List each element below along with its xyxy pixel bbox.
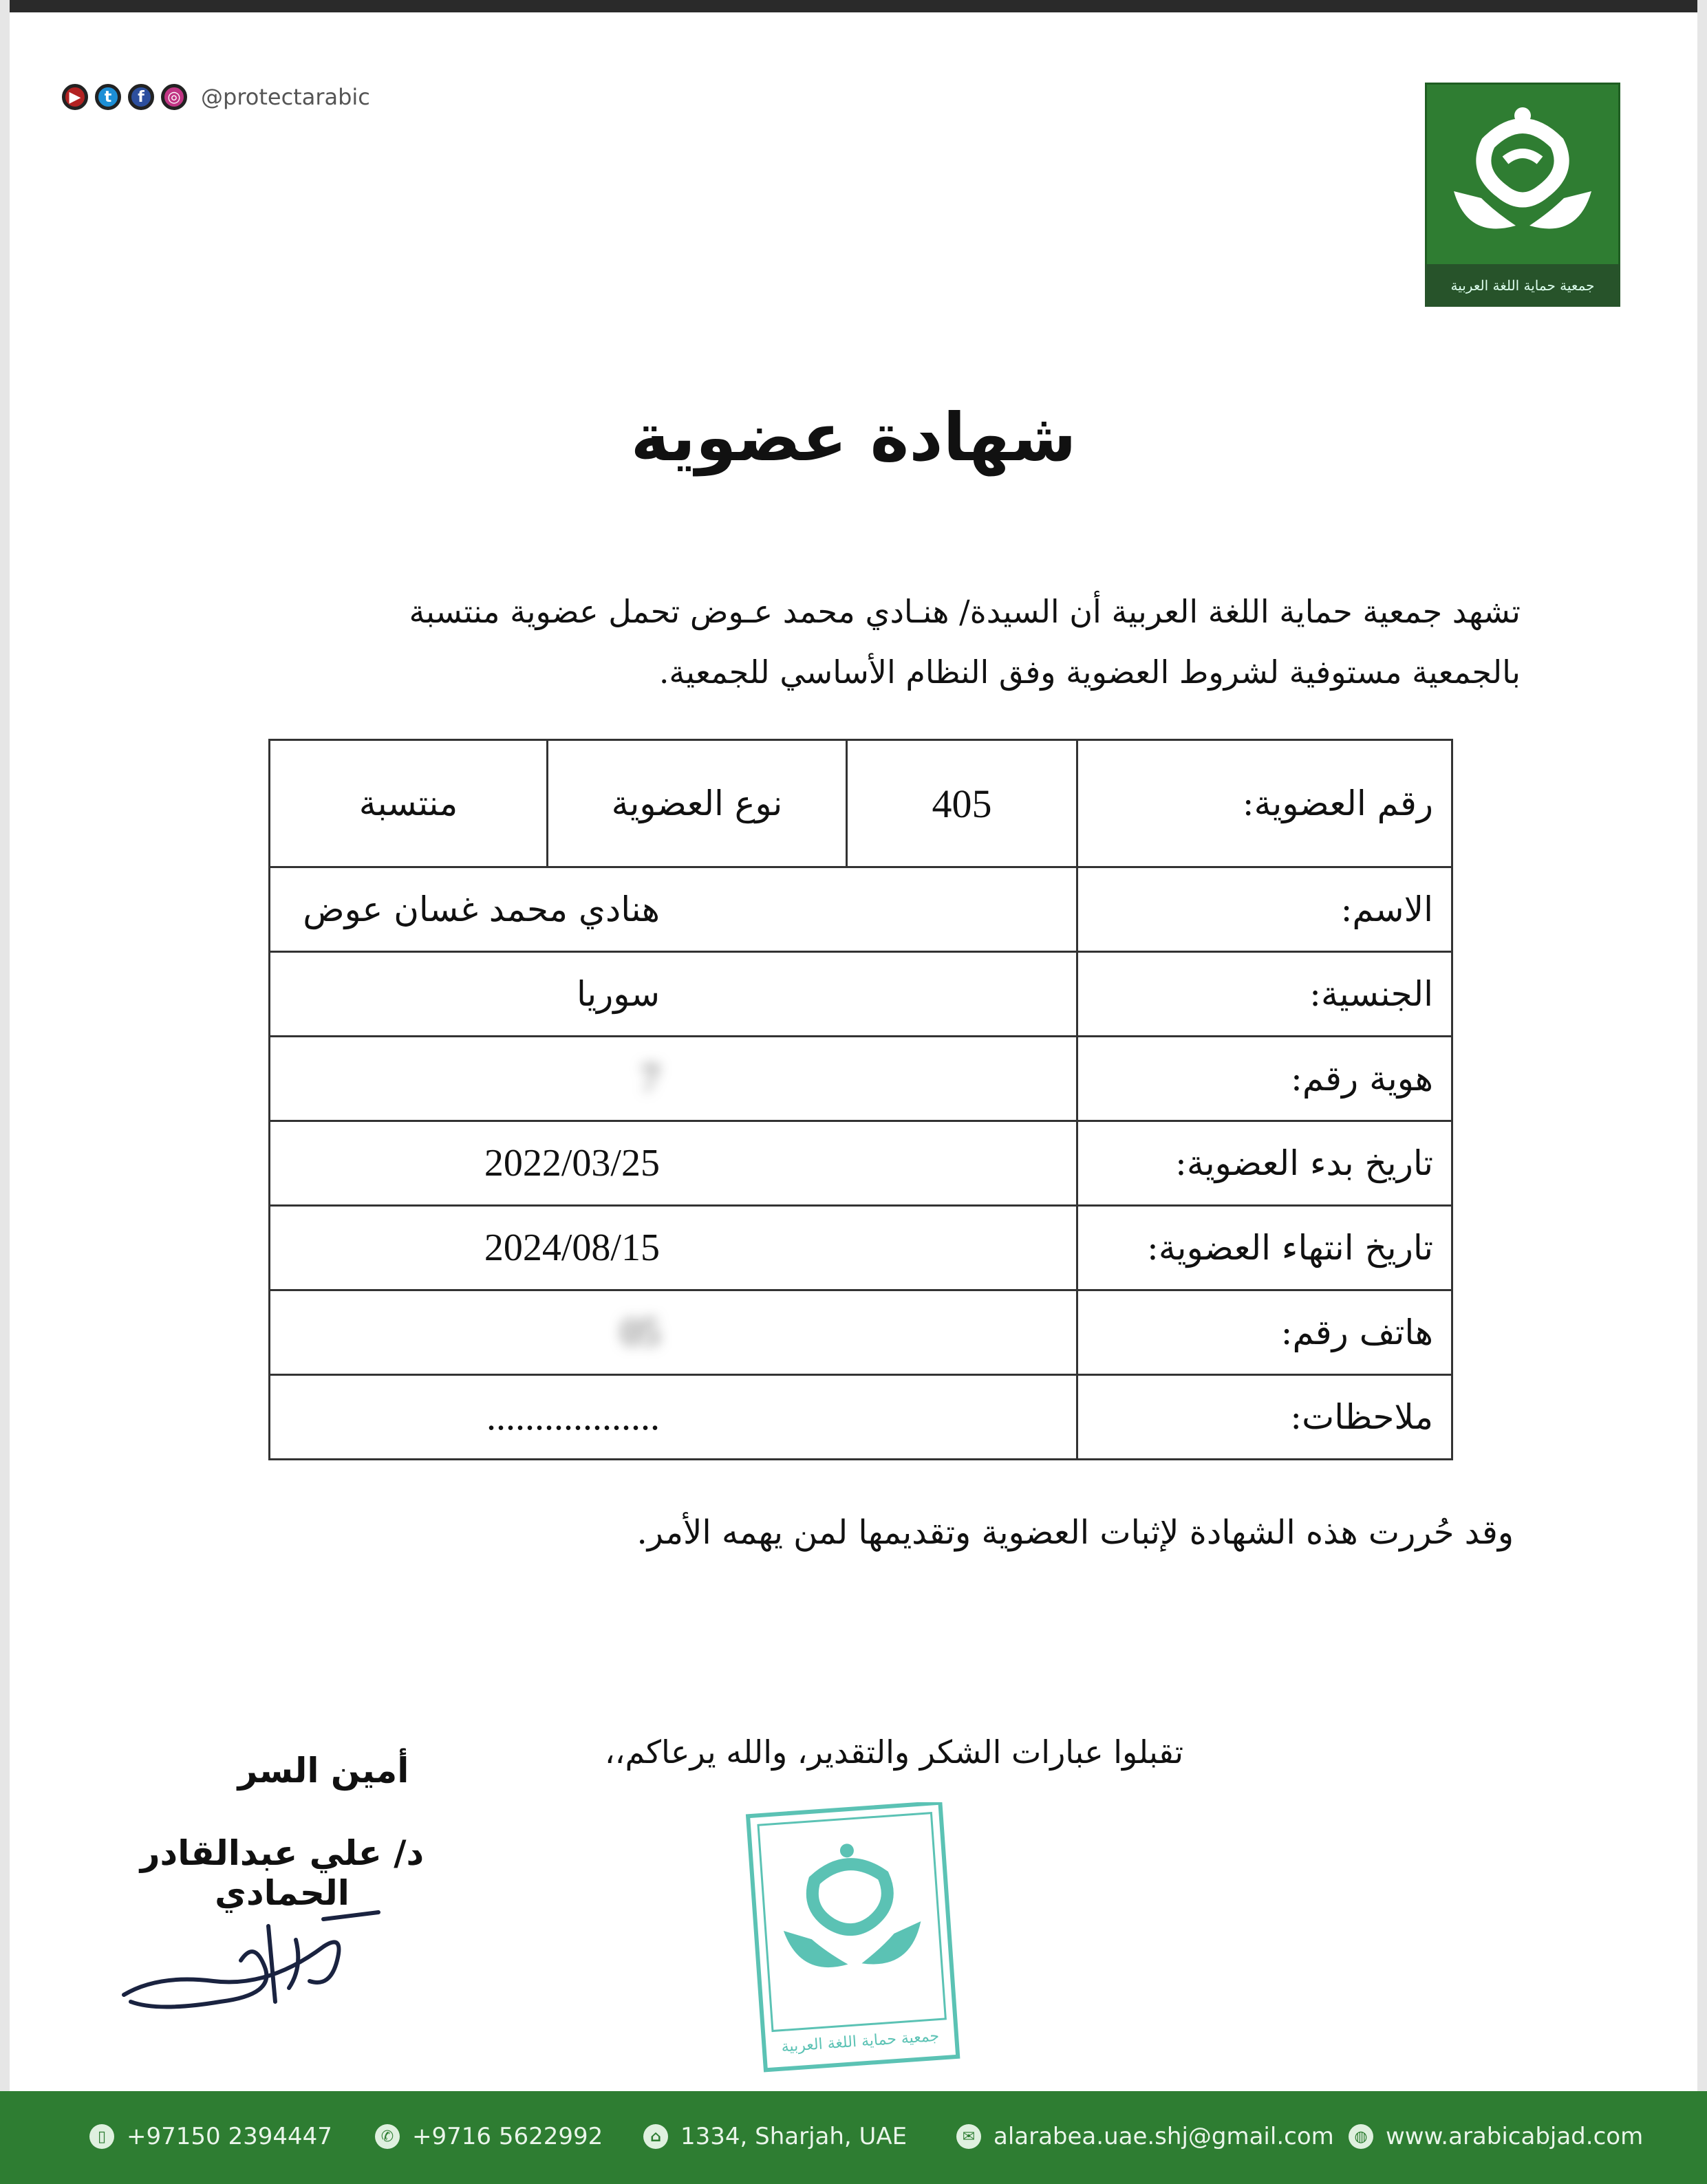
- intro-paragraph: [200, 581, 1521, 702]
- table-row: [270, 1037, 1452, 1121]
- name-label: الاسم:: [1077, 867, 1452, 952]
- name-value: هنادي محمد غسان عوض: [270, 867, 1077, 952]
- start-date-value: 2022/03/25: [270, 1121, 1077, 1206]
- phone-value: 05: [270, 1290, 1077, 1375]
- social-header: [62, 84, 370, 110]
- notes-label: ملاحظات:: [1077, 1375, 1452, 1460]
- notes-value: ..................: [270, 1375, 1077, 1460]
- table-row: [270, 740, 1452, 867]
- nationality-value: سوريا: [270, 952, 1077, 1037]
- organization-logo: [1425, 83, 1620, 307]
- table-row: [270, 1121, 1452, 1206]
- twitter-icon: t: [95, 84, 121, 110]
- table-row: [270, 1290, 1452, 1375]
- frame-top: [0, 0, 1707, 12]
- end-date-label: تاريخ انتهاء العضوية:: [1077, 1206, 1452, 1290]
- handwritten-signature: [117, 1899, 420, 2022]
- stamp-caption: جمعية حماية اللغة العربية: [780, 2027, 940, 2056]
- intro-line-1: تشهد جمعية حماية اللغة العربية أن السيدة/ هنـادي محمد عـوض تحمل عضوية منتسبة: [409, 593, 1521, 630]
- id-number-value: 7: [270, 1037, 1077, 1121]
- organization-stamp: [743, 1802, 963, 2077]
- mobile-icon: ▯: [89, 2124, 114, 2149]
- signatory-name: د/ علي عبدالقادر الحمادي: [140, 1833, 425, 1913]
- frame-left: [0, 0, 10, 2184]
- footer-website[interactable]: ◍ www.arabicabjad.com: [1349, 2123, 1643, 2150]
- end-date-value: 2024/08/15: [270, 1206, 1077, 1290]
- frame-right: [1697, 0, 1707, 2184]
- table-row: [270, 952, 1452, 1037]
- id-number-label: هوية رقم:: [1077, 1037, 1452, 1121]
- facebook-icon: f: [128, 84, 154, 110]
- home-icon: ⌂: [643, 2124, 668, 2149]
- footer-phone: ✆ +9716 5622992: [375, 2123, 603, 2150]
- membership-info-table: [268, 739, 1453, 1460]
- footer-mobile: ▯ +97150 2394447: [89, 2123, 332, 2150]
- phone-icon: ✆: [375, 2124, 400, 2149]
- social-handle: @protectarabic: [201, 84, 370, 110]
- table-row: [270, 1375, 1452, 1460]
- logo-emblem-icon: [1440, 95, 1605, 253]
- globe-icon: ◍: [1349, 2124, 1373, 2149]
- closing-statement: وقد حُررت هذه الشهادة لإثبات العضوية وتقديمها لمن يهمه الأمر.: [636, 1513, 1514, 1552]
- signatory-title: أمين السر: [237, 1751, 409, 1791]
- logo-caption: جمعية حماية اللغة العربية: [1425, 264, 1620, 307]
- youtube-icon: ▶: [62, 84, 88, 110]
- membership-number-value: 405: [847, 740, 1077, 867]
- footer-address: ⌂ 1334, Sharjah, UAE: [643, 2123, 907, 2150]
- email-icon: ✉: [956, 2124, 981, 2149]
- table-row: [270, 867, 1452, 952]
- membership-type-value: منتسبة: [270, 740, 548, 867]
- phone-label: هاتف رقم:: [1077, 1290, 1452, 1375]
- nationality-label: الجنسية:: [1077, 952, 1452, 1037]
- membership-number-label: رقم العضوية:: [1077, 740, 1452, 867]
- footer-email[interactable]: ✉ alarabea.uae.shj@gmail.com: [956, 2123, 1334, 2150]
- intro-line-2: بالجمعية مستوفية لشروط العضوية وفق النظام الأساسي للجمعية.: [658, 653, 1521, 691]
- start-date-label: تاريخ بدء العضوية:: [1077, 1121, 1452, 1206]
- thanks-statement: تقبلوا عبارات الشكر والتقدير، والله يرعاكم،،: [604, 1733, 1183, 1771]
- page-title: شهادة عضوية: [630, 399, 1077, 476]
- membership-type-label: نوع العضوية: [548, 740, 847, 867]
- table-row: [270, 1206, 1452, 1290]
- instagram-icon: ◎: [161, 84, 187, 110]
